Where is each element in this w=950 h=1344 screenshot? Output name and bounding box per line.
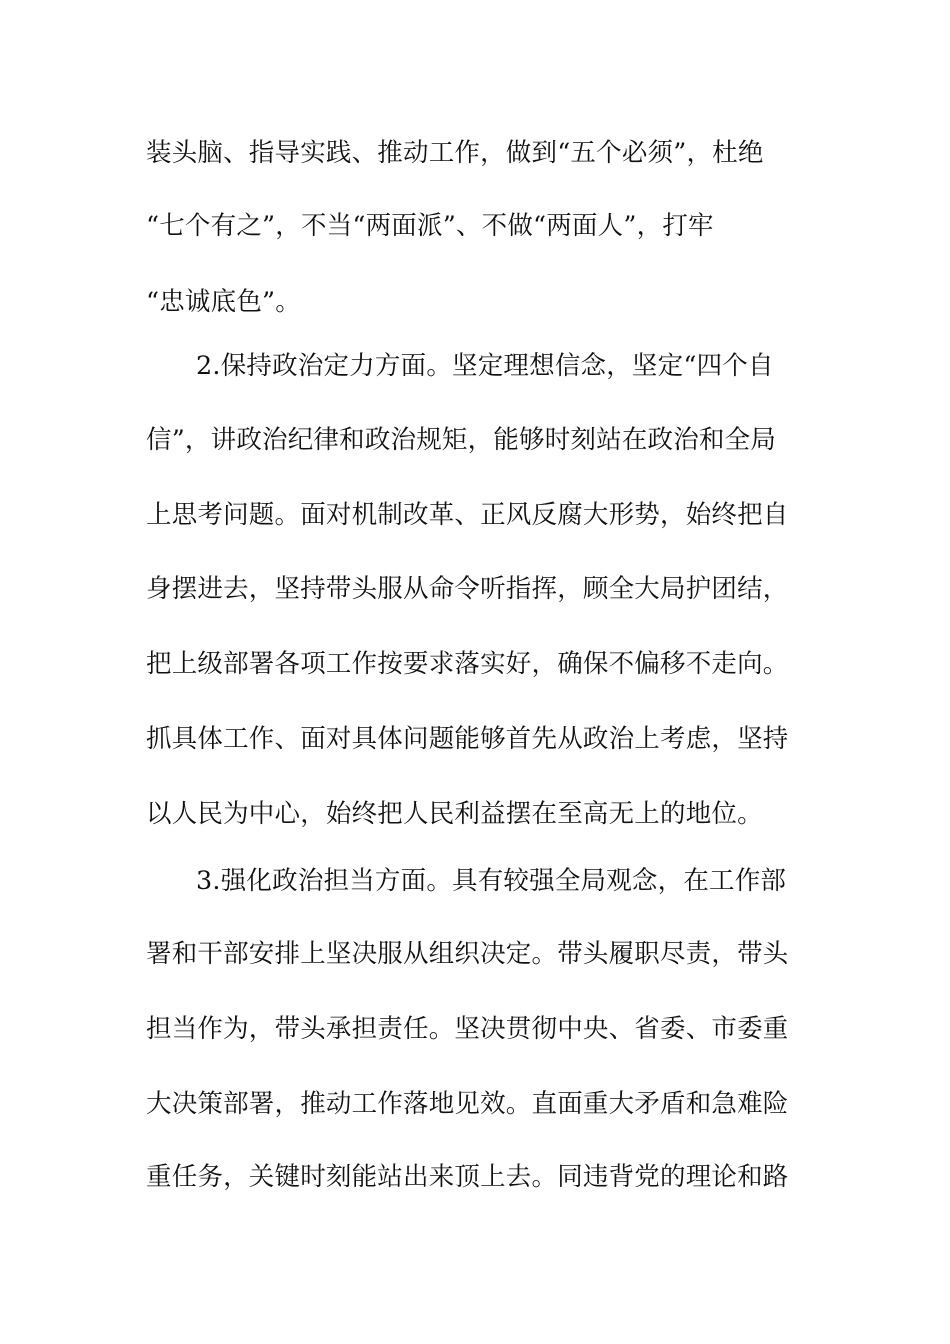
text-line-3: “忠诚底色”。: [146, 287, 301, 317]
text-line-14: 大决策部署，推动工作落地见效。直面重大矛盾和急难险: [146, 1089, 789, 1119]
text-line-2: “七个有之”，不当“两面派”、不做“两面人”，打牢: [146, 211, 714, 241]
text-line-8: 把上级部署各项工作按要求落实好，确保不偏移不走向。: [146, 649, 789, 679]
text-line-10: 以人民为中心，始终把人民利益摆在至高无上的地位。: [146, 799, 763, 829]
text-line-6: 上思考问题。面对机制改革、正风反腐大形势，始终把自: [146, 500, 789, 530]
text-line-15: 重任务，关键时刻能站出来顶上去。同违背党的理论和路: [146, 1162, 789, 1192]
paragraph-2-first-line: 2.保持政治定力方面。坚定理想信念，坚定“四个自: [196, 351, 774, 381]
text-line-12: 署和干部安排上坚决服从组织决定。带头履职尽责，带头: [146, 939, 789, 969]
text-line-1: 装头脑、指导实践、推动工作，做到“五个必须”，杜绝: [146, 138, 764, 168]
text-line-5: 信”，讲政治纪律和政治规矩，能够时刻站在政治和全局: [146, 425, 777, 455]
text-line-13: 担当作为，带头承担责任。坚决贯彻中央、省委、市委重: [146, 1014, 789, 1044]
text-line-7: 身摆进去，坚持带头服从命令听指挥，顾全大局护团结，: [146, 574, 789, 604]
text-line-9: 抓具体工作、面对具体问题能够首先从政治上考虑，坚持: [146, 724, 789, 754]
paragraph-3-first-line: 3.强化政治担当方面。具有较强全局观念，在工作部: [196, 866, 787, 896]
